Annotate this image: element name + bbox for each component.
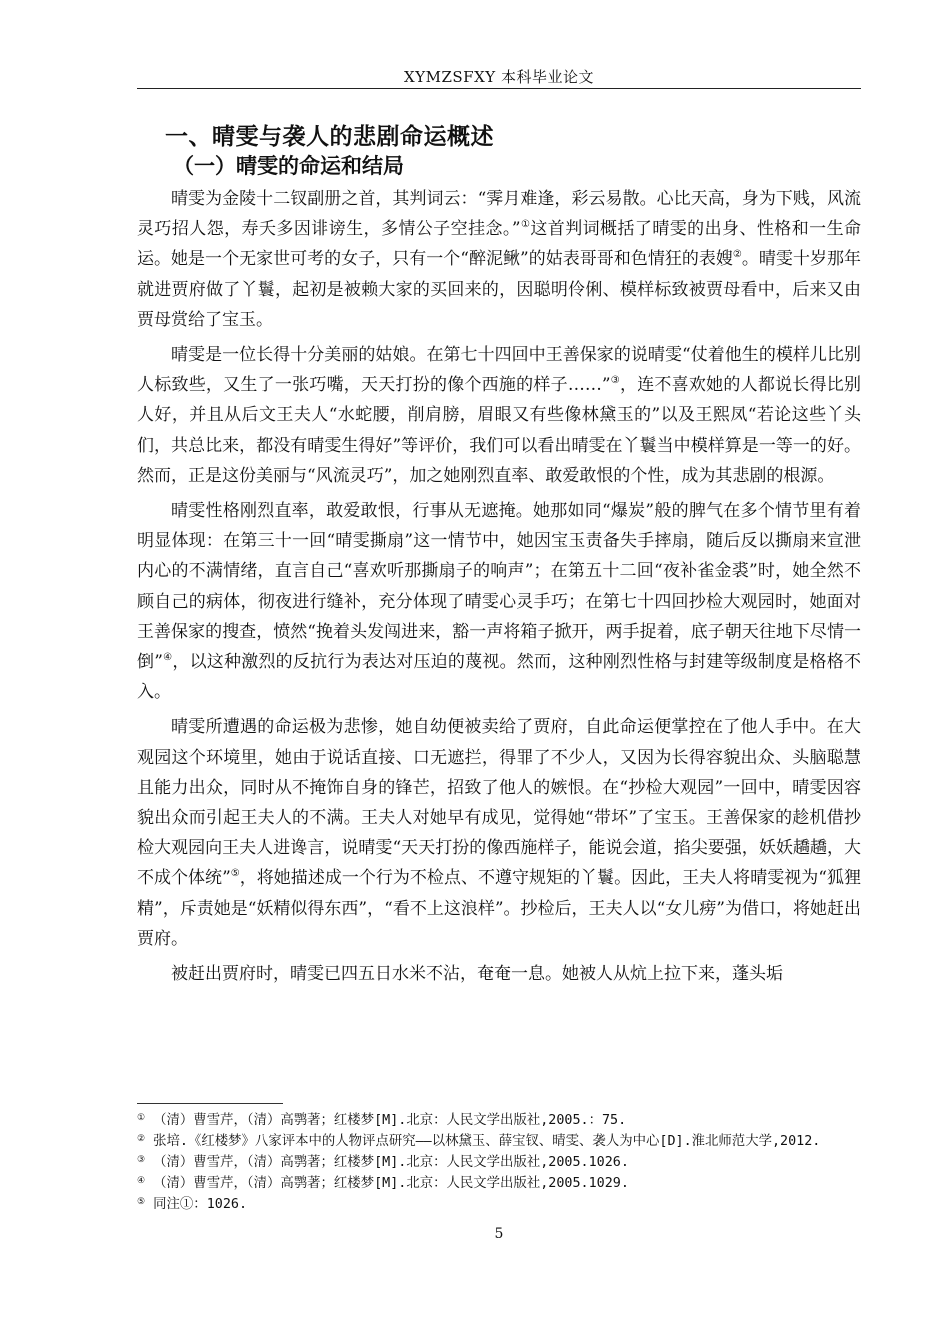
footnote-text: 张培.《红楼梦》八家评本中的人物评点研究——以林黛玉、薛宝钗、晴雯、袭人为中心[D].淮北师范大学,2012. — [153, 1134, 821, 1149]
footnote-mark: ④ — [137, 1176, 146, 1186]
footnote-mark: ② — [137, 1134, 146, 1144]
paragraph-text: ，将她描述成一个行为不检点、不遵守规矩的丫鬟。因此，王夫人将晴雯视为“狐狸精”，斥责她是“妖精似得东西”，“看不上这浪样”。抄检后，王夫人以“女儿痨”为借口，将她赶出贾府。 — [137, 868, 861, 949]
footnote-item — [137, 1173, 861, 1194]
footnote-text: （清）曹雪芹，（清）高鹗著；红楼梦[M].北京：人民文学出版社,2005.1029. — [153, 1176, 629, 1191]
paragraph-text: 晴雯性格刚烈直率，敢爱敢恨，行事从无遮掩。她那如同“爆炭”般的脾气在多个情节里有着明显体现：在第三十一回“晴雯撕扇”这一情节中，她因宝玉责备失手摔扇，随后反以撕扇来宣泄内心的不满情绪，直言自己“喜欢听那撕扇子的响声”；在第五十二回“夜补雀金裘”时，她全然不顾自己的病体，彻夜进行缝补，充分体现了晴雯心灵手巧；在第七十四回抄检大观园时，她面对王善保家的搜查，愤然“挽着头发闯进来，豁一声将箱子掀开，两手捉着，底子朝天往地下尽情一倒” — [137, 501, 861, 673]
paragraph-text: 被赶出贾府时，晴雯已四五日水米不沾，奄奄一息。她被人从炕上拉下来，蓬头垢 — [171, 964, 783, 985]
footnote-mark: ① — [137, 1113, 146, 1123]
footnote-item — [137, 1194, 861, 1215]
footnote-ref: ② — [732, 249, 742, 261]
footnote-item — [137, 1110, 861, 1131]
footnote-text: （清）曹雪芹，（清）高鹗著；红楼梦[M].北京：人民文学出版社,2005.1026. — [153, 1155, 629, 1170]
header-divider — [137, 88, 861, 89]
paragraph-text: 。晴雯十岁那年就进贾府做了丫鬟，起初是被赖大家的买回来的，因聪明伶俐、模样标致被贾母看中，后来又由贾母赏给了宝玉。 — [137, 249, 861, 330]
footnote-mark: ⑤ — [137, 1197, 146, 1207]
paragraph-4 — [137, 712, 861, 954]
footnote-text: （清）曹雪芹，（清）高鹗著；红楼梦[M].北京：人民文学出版社,2005.：75. — [153, 1113, 627, 1128]
footnote-ref: ③ — [610, 375, 620, 387]
footnote-ref: ④ — [162, 652, 173, 664]
paragraph-2 — [137, 340, 861, 491]
page-number: 5 — [494, 1226, 504, 1242]
paragraph-text: 晴雯所遭遇的命运极为悲惨，她自幼便被卖给了贾府，自此命运便掌控在了他人手中。在大观园这个环境里，她由于说话直接、口无遮拦，得罪了不少人，又因为长得容貌出众、头脑聪慧且能力出众，同时从不掩饰自身的锋芒，招致了他人的嫉恨。在“抄检大观园”一回中，晴雯因容貌出众而引起王夫人的不满。王夫人对她早有成见，觉得她“带坏”了宝玉。王善保家的趁机借抄检大观园向王夫人进谗言，说晴雯“天天打扮的像西施样子，能说会道，掐尖要强，妖妖趫趫，大不成个体统” — [137, 717, 861, 889]
paragraph-text: 晴雯是一位长得十分美丽的姑娘。在第七十四回中王善保家的说晴雯“仗着他生的模样儿比别人标致些，又生了一张巧嘴，天天打扮的像个西施的样子……” — [137, 345, 861, 396]
footnotes — [137, 1110, 861, 1215]
footnote-ref: ⑤ — [230, 868, 240, 880]
paragraph-3 — [137, 496, 861, 707]
footnote-ref: ① — [520, 219, 531, 231]
body-text — [137, 184, 861, 994]
paragraph-text: ，以这种激烈的反抗行为表达对压迫的蔑视。然而，这种刚烈性格与封建等级制度是格格不入。 — [137, 652, 862, 703]
page-header: XYMZSFXY 本科毕业论文 — [404, 68, 594, 86]
footnote-item — [137, 1152, 861, 1173]
paragraph-text: 这首判词概括了晴雯的出身、性格和一生命运。她是一个无家世可考的女子，只有一个“醉泥鳅”的姑表哥哥和色情狂的表嫂 — [137, 219, 861, 270]
subsection-heading: （一）晴雯的命运和结局 — [173, 154, 404, 178]
paragraph-text: ，连不喜欢她的人都说长得比别人好，并且从后文王夫人“水蛇腰，削肩膀，眉眼又有些像林黛玉的”以及王熙凤“若论这些丫头们，共总比来，都没有晴雯生得好”等评价，我们可以看出晴雯在丫鬟当中模样算是一等一的好。然而，正是这份美丽与“风流灵巧”，加之她刚烈直率、敢爱敢恨的个性，成为其悲剧的根源。 — [137, 375, 861, 486]
footnote-mark: ③ — [137, 1155, 146, 1165]
section-heading: 一、晴雯与袭人的悲剧命运概述 — [165, 124, 494, 150]
paragraph-5 — [137, 959, 861, 989]
footnote-divider — [137, 1103, 283, 1104]
footnote-item — [137, 1131, 861, 1152]
paragraph-1 — [137, 184, 861, 335]
paragraph-text: 晴雯为金陵十二钗副册之首，其判词云：“霁月难逢，彩云易散。心比天高，身为下贱，风流灵巧招人怨，寿夭多因诽谤生，多情公子空挂念。” — [137, 189, 861, 240]
footnote-text: 同注①：1026. — [153, 1197, 248, 1212]
